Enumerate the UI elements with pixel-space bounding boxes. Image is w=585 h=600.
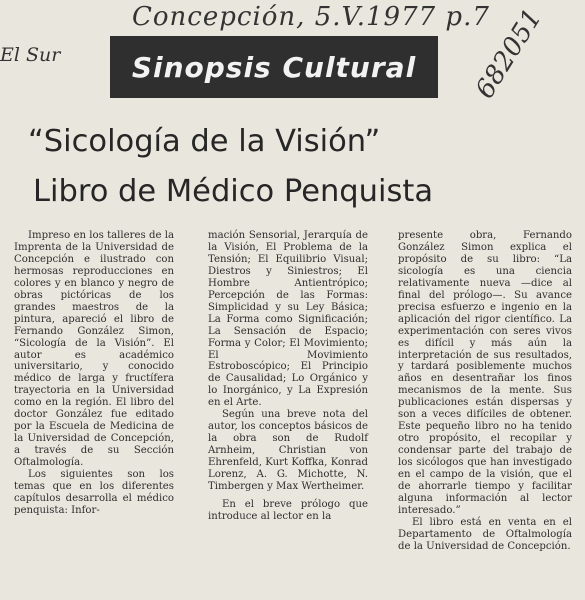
- article-paragraph: mación Sensorial, Jerarquía de la Visión, El Problema de la Tensión; El Equilibrio Visual; Diestros y Siniestros; El Hombre Antientrópico; Percepción de las Formas: Simplicidad y su Ley Básica; La Forma como Significación; La Sensación de Espacio; Forma y Color; El Movimiento; El Movimiento Estroboscópico; El Principio de Causalidad; Lo Orgánico y lo Inorgánico, y La Expresión en el Arte.: [208, 230, 368, 409]
- handwritten-date-note: Concepción, 5.V.1977 p.7: [132, 2, 490, 32]
- section-banner-title: Sinopsis Cultural: [131, 50, 417, 84]
- article-paragraph: El libro está en venta en el Departamento de Oftalmología de la Universidad de Concepción.: [398, 516, 572, 552]
- article-paragraph: Impreso en los talleres de la Imprenta de la Universidad de Concepción e ilustrado con hermosas reproducciones en colores y en blanco y negro de obras pictóricas de los grandes maestros de la pintura, apareció el libro de Fernando González Simon, “Sicología de la Visión”. El autor es académico universitario, y conocido médico de larga y fructífera trayectoria en la Universidad como en la región. El libro del doctor González fue editado por la Escuela de Medicina de la Universidad de Concepción, a través de su Sección Oftalmología.: [14, 230, 174, 469]
- article-column-2: [208, 230, 368, 523]
- handwritten-catalog-number: 682051: [470, 3, 549, 104]
- article-paragraph: Los siguientes son los temas que en los diferentes capítulos desarrolla el médico penquista: Infor-: [14, 469, 174, 516]
- headline-line-2: Libro de Médico Penquista: [33, 174, 434, 209]
- section-banner: [110, 36, 438, 98]
- article-paragraph: En el breve prólogo que introduce al lector en la: [208, 498, 368, 522]
- article-paragraph: Según una breve nota del autor, los conceptos básicos de la obra son de Rudolf Arnheim, Christian von Ehrenfeld, Kurt Koffka, Konrad Lorenz, A. G. Michotte, N. Timbergen y Max Wertheimer.: [208, 409, 368, 493]
- article-column-3: [398, 230, 572, 553]
- article-column-1: [14, 230, 174, 517]
- headline-line-1: “Sicología de la Visión”: [28, 124, 381, 159]
- handwritten-source-note: El Sur: [0, 44, 61, 66]
- article-paragraph: presente obra, Fernando González Simon explica el propósito de su libro: “La sicología es una ciencia relativamente nueva —dice al final del prólogo—. Su avance precisa esfuerzo e ingenio en la aplicación del rigor científico. La experimentación con seres vivos es difícil y más aún la interpretación de sus resultados, y tardará posiblemente muchos años en desentrañar los finos mecanismos de la mente. Sus publicaciones están dispersas y son a veces difíciles de obtener. Este pequeño libro no ha tenido otro propósito, el recopilar y condensar parte del trabajo de los sicólogos que han investigado en el campo de la visión, que el de ahorrarle tiempo y facilitar alguna información al lector interesado.”: [398, 230, 572, 516]
